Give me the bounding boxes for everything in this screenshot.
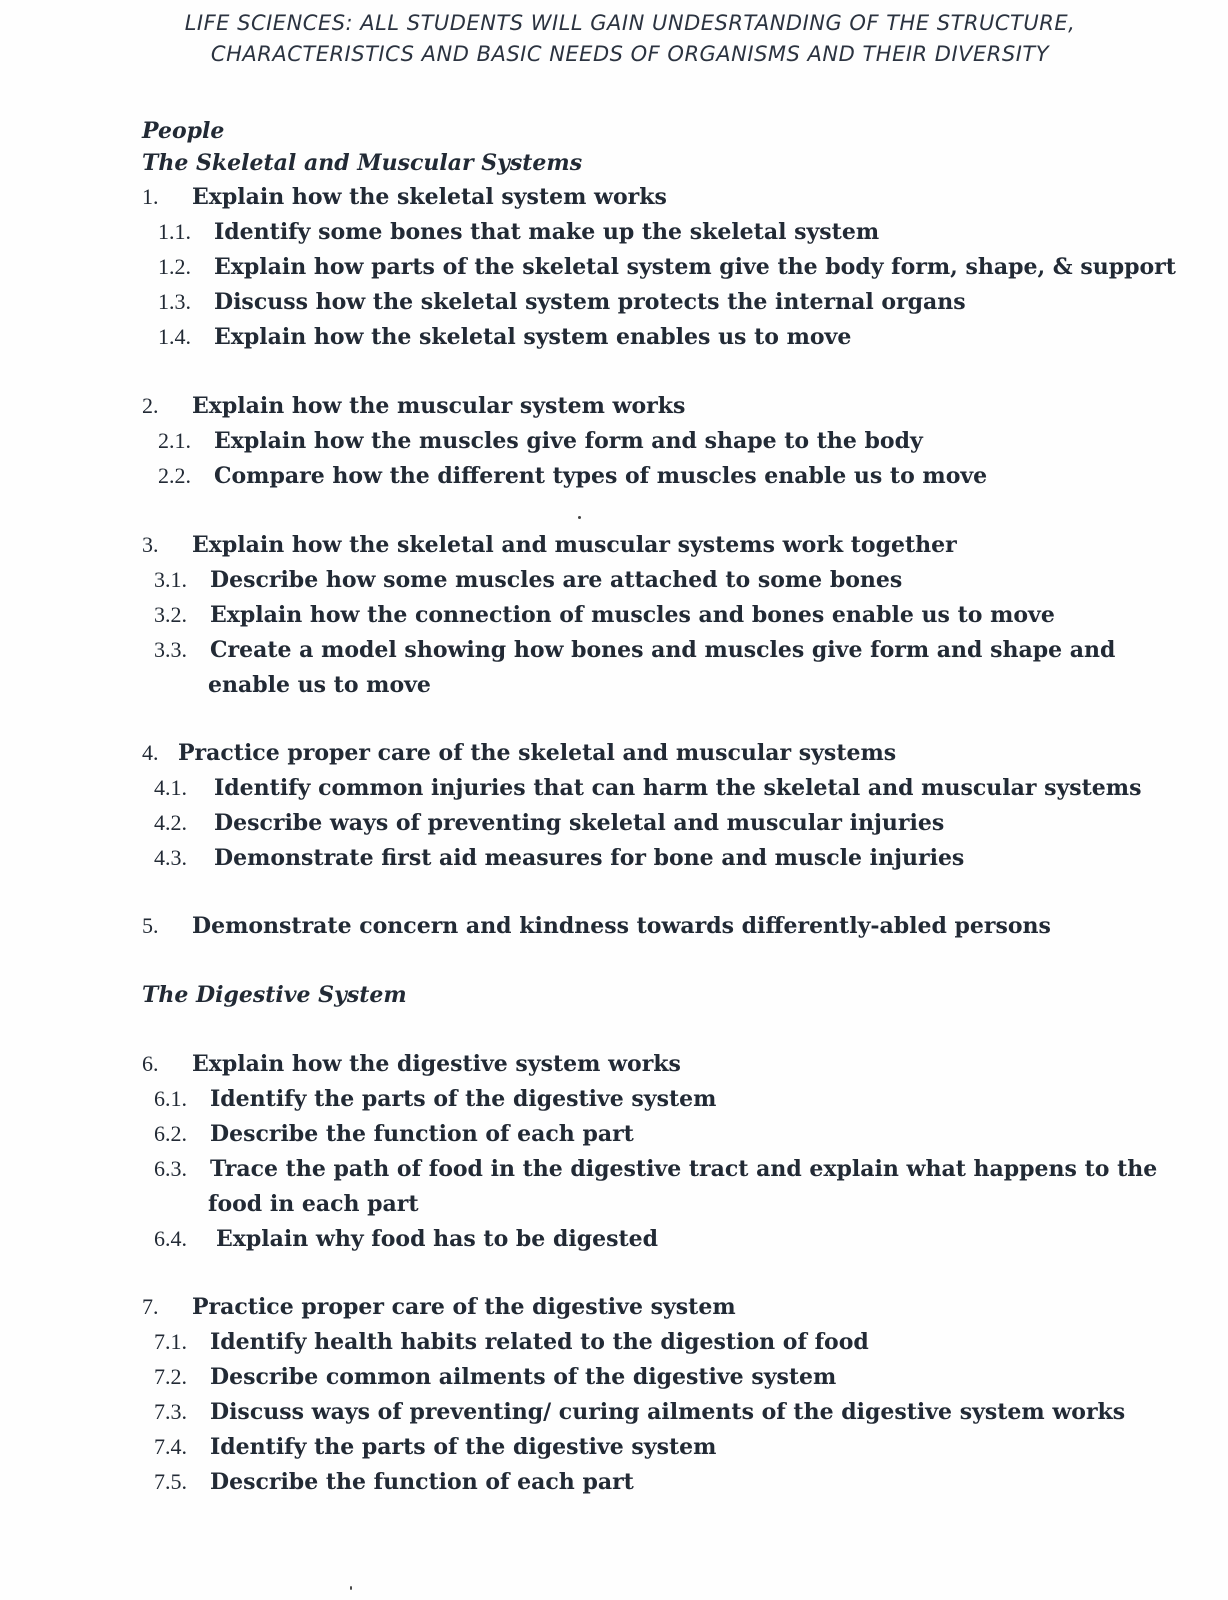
list-item: [154, 565, 902, 595]
item-number: 4.1.: [154, 775, 187, 800]
item-number: 4.3.: [154, 845, 187, 870]
list-item: [154, 1327, 869, 1357]
item-text: Discuss how the skeletal system protects the internal organs: [214, 289, 966, 315]
item-number: 3.: [142, 532, 159, 557]
item-number: 7.1.: [154, 1329, 187, 1354]
list-item: [154, 843, 964, 873]
item-text: Explain how the digestive system works: [192, 1051, 681, 1077]
header-line-1: LIFE SCIENCES: ALL STUDENTS WILL GAIN UNDESRTANDING OF THE STRUCTURE,: [184, 11, 1076, 35]
item-text: Trace the path of food in the digestive tract and explain what happens to the: [210, 1156, 1158, 1182]
item-number: 1.3.: [158, 289, 191, 314]
item-text: Explain why food has to be digested: [216, 1226, 658, 1252]
item-number: 6.: [142, 1051, 159, 1076]
item-text: Identify common injuries that can harm the skeletal and muscular systems: [214, 775, 1142, 801]
item-text: Explain how the skeletal system works: [192, 184, 667, 210]
list-item: [154, 1397, 1125, 1427]
item-number: 6.4.: [154, 1226, 187, 1251]
list-item: [154, 635, 1115, 665]
list-item: [158, 217, 879, 247]
item-text: Compare how the different types of muscles enable us to move: [214, 463, 988, 489]
item-text: Explain how parts of the skeletal system give the body form, shape, & support: [214, 254, 1176, 280]
item-number: 3.2.: [154, 602, 187, 627]
item-number: 1.1.: [158, 219, 191, 244]
item-text: Explain how the connection of muscles and bones enable us to move: [210, 602, 1055, 628]
list-item: [142, 1292, 736, 1322]
item-text: Identify the parts of the digestive system: [210, 1086, 717, 1112]
item-text: Discuss ways of preventing/ curing ailments of the digestive system works: [210, 1399, 1126, 1425]
item-number: 3.3.: [154, 637, 187, 662]
list-item: [142, 738, 896, 768]
item-number: 5.: [142, 913, 159, 938]
list-item: [158, 426, 923, 456]
item-number: 7.5.: [154, 1469, 187, 1494]
item-number: 7.4.: [154, 1434, 187, 1459]
list-item: [142, 1049, 681, 1079]
list-item: [154, 1119, 634, 1149]
list-item: [154, 1084, 716, 1114]
section-heading-people: People: [142, 118, 225, 144]
item-text: Demonstrate first aid measures for bone and muscle injuries: [214, 845, 965, 871]
list-item: [154, 1154, 1157, 1184]
item-number: 2.2.: [158, 463, 191, 488]
list-item: [158, 461, 987, 491]
item-number: 1.4.: [158, 324, 191, 349]
list-item: [142, 911, 1051, 941]
item-number: 3.1.: [154, 567, 187, 592]
item-number: 6.2.: [154, 1121, 187, 1146]
list-item: [158, 322, 851, 352]
item-text: Explain how the muscular system works: [192, 393, 686, 419]
item-text: Explain how the skeletal and muscular systems work together: [192, 532, 957, 558]
item-text: Create a model showing how bones and muscles give form and shape and: [210, 637, 1116, 663]
section-heading-digestive: The Digestive System: [142, 982, 407, 1008]
list-item-continuation: enable us to move: [208, 672, 431, 698]
list-item: [158, 252, 1176, 282]
list-item: [154, 1224, 658, 1254]
item-text: Identify some bones that make up the skeletal system: [214, 219, 880, 245]
item-text: Describe the function of each part: [210, 1469, 634, 1495]
list-item: [154, 1432, 716, 1462]
document-header: [150, 8, 1110, 70]
item-text: Demonstrate concern and kindness towards differently-abled persons: [192, 913, 1051, 939]
item-text: Explain how the skeletal system enables us to move: [214, 324, 852, 350]
list-item-continuation: food in each part: [208, 1191, 419, 1217]
item-number: 4.2.: [154, 810, 187, 835]
item-text: Practice proper care of the digestive system: [192, 1294, 736, 1320]
item-text: Describe ways of preventing skeletal and muscular injuries: [214, 810, 945, 836]
list-item: [154, 808, 944, 838]
item-text: Identify health habits related to the digestion of food: [210, 1329, 869, 1355]
list-item: [154, 1362, 836, 1392]
scan-speck: [578, 516, 581, 519]
item-text: Practice proper care of the skeletal and muscular systems: [178, 740, 897, 766]
item-number: 7.: [142, 1294, 159, 1319]
item-number: 1.2.: [158, 254, 191, 279]
item-number: 6.1.: [154, 1086, 187, 1111]
list-item: [142, 530, 957, 560]
item-number: 4.: [142, 740, 159, 765]
list-item: [142, 391, 685, 421]
item-number: 2.1.: [158, 428, 191, 453]
item-number: 2.: [142, 393, 159, 418]
list-item: [154, 773, 1141, 803]
item-text: Explain how the muscles give form and shape to the body: [214, 428, 923, 454]
list-item: [154, 1467, 634, 1497]
list-item: [142, 182, 667, 212]
list-item: [154, 600, 1055, 630]
item-number: 6.3.: [154, 1156, 187, 1181]
item-number: 7.2.: [154, 1364, 187, 1389]
item-text: Identify the parts of the digestive system: [210, 1434, 717, 1460]
item-number: 7.3.: [154, 1399, 187, 1424]
item-text: Describe common ailments of the digestive system: [210, 1364, 837, 1390]
item-text: Describe how some muscles are attached to some bones: [210, 567, 903, 593]
scan-speck: [350, 1586, 352, 1590]
section-heading-skeletal-muscular: The Skeletal and Muscular Systems: [142, 150, 583, 176]
item-number: 1.: [142, 184, 159, 209]
header-line-2: CHARACTERISTICS AND BASIC NEEDS OF ORGANISMS AND THEIR DIVERSITY: [210, 42, 1050, 66]
item-text: Describe the function of each part: [210, 1121, 634, 1147]
list-item: [158, 287, 966, 317]
